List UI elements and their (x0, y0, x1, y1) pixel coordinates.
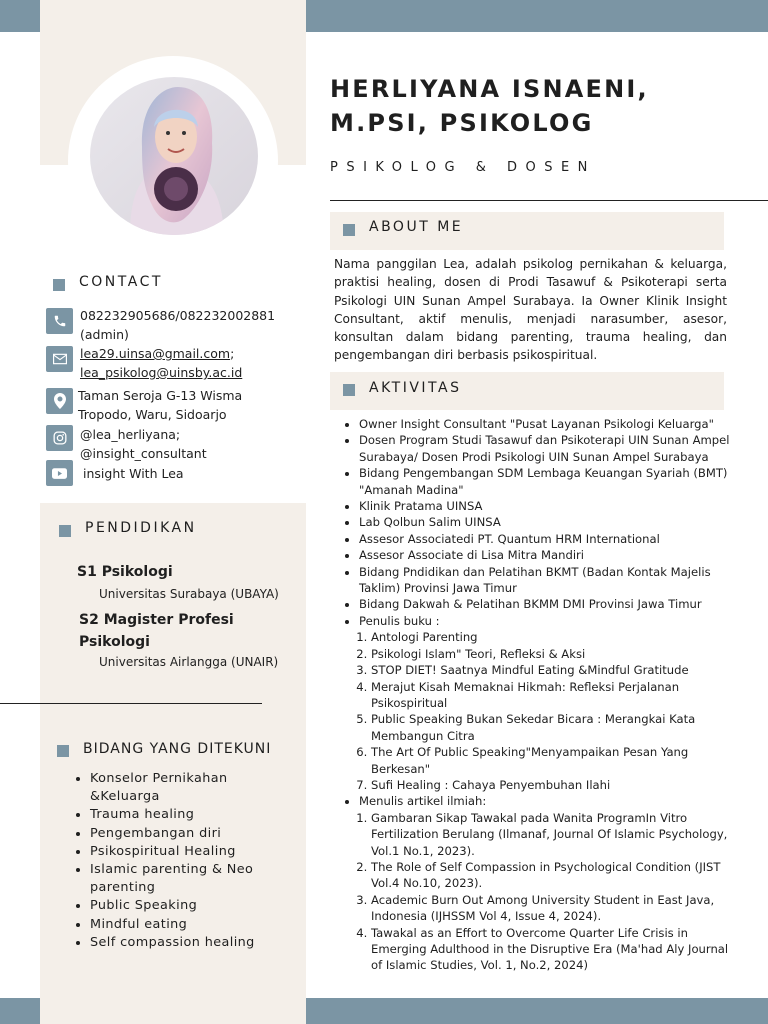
book-item: 7. Sufi Healing : Cahaya Penyembuhan Ilahi (371, 777, 730, 793)
list-item: • Bidang Pengembangan SDM Lembaga Keuangan Syariah (BMT) "Amanah Madina" (359, 465, 730, 498)
books-label: Penulis buku : (359, 613, 440, 628)
address-line-2: Tropodo, Waru, Sidoarjo (78, 407, 227, 422)
address-line-1: Taman Seroja G-13 Wisma (78, 388, 243, 403)
email-link-1[interactable]: lea29.uinsa@gmail.com (80, 346, 231, 361)
list-item: • Pengembangan diri (90, 825, 280, 843)
list-item: • Dosen Program Studi Tasawuf dan Psikoterapi UIN Sunan Ampel Surabaya/ Dosen Prodi Psikologi UIN Sunan Ampel Surabaya (359, 432, 730, 465)
book-item: 4. Merajut Kisah Memaknai Hikmah: Refleksi Perjalanan Psikospiritual (371, 679, 730, 712)
article-item: 1. Gambaran Sikap Tawakal pada Wanita ProgramIn Vitro Fertilization Berulang (Ilmanaf, Journal Of Islamic Psychology, Vol.1 No.1, 2023). (371, 810, 730, 859)
book-item: 2. Psikologi Islam" Teori, Refleksi & Aksi (371, 646, 730, 662)
contact-youtube[interactable]: insight With Lea (83, 466, 184, 481)
list-item: • Assesor Associatedi PT. Quantum HRM International (359, 531, 730, 547)
square-bullet-icon (59, 525, 71, 537)
activities-heading: AKTIVITAS (369, 380, 462, 396)
fields-list (60, 770, 280, 952)
email-link-2[interactable]: lea_psikolog@uinsby.ac.id (80, 365, 243, 380)
mail-icon (46, 346, 73, 372)
education-school-1: Universitas Surabaya (UBAYA) (99, 587, 279, 601)
list-item: • Public Speaking (90, 897, 280, 915)
profile-photo (90, 77, 258, 235)
list-item: • Bidang Dakwah & Pelatihan BKMM DMI Provinsi Jawa Timur (359, 596, 730, 612)
phone-numbers: 082232905686/082232002881 (80, 308, 276, 323)
list-item: • Mindful eating (90, 916, 280, 934)
education-divider (0, 703, 262, 704)
phone-note: (admin) (80, 327, 129, 342)
list-item: • Lab Qolbun Salim UINSA (359, 514, 730, 530)
square-bullet-icon (343, 384, 355, 396)
articles-label: Menulis artikel ilmiah: (359, 794, 487, 809)
list-item: • Klinik Pratama UINSA (359, 498, 730, 514)
book-item: 3. STOP DIET! Saatnya Mindful Eating &Mindful Gratitude (371, 662, 730, 678)
activities-list (330, 416, 730, 974)
location-pin-icon (46, 388, 73, 414)
top-accent-bar-right (306, 0, 768, 32)
square-bullet-icon (57, 745, 69, 757)
instagram-handle-2[interactable]: @insight_consultant (80, 446, 207, 461)
education-degree-2: S2 Magister Profesi Psikologi (79, 612, 234, 650)
youtube-icon (46, 460, 73, 486)
square-bullet-icon (343, 224, 355, 236)
contact-instagram (80, 425, 207, 463)
contact-email (80, 344, 242, 382)
book-item: 6. The Art Of Public Speaking"Menyampaikan Pesan Yang Berkesan" (371, 744, 730, 777)
phone-icon (46, 308, 73, 334)
book-item: 1. Antologi Parenting (371, 629, 730, 645)
contact-phone (80, 306, 275, 344)
list-item: • Konselor Pernikahan &Keluarga (90, 770, 280, 806)
education-school-2: Universitas Airlangga (UNAIR) (99, 655, 279, 669)
list-item: • Trauma healing (90, 806, 280, 824)
fields-heading: BIDANG YANG DITEKUNI (83, 741, 272, 757)
education-heading: PENDIDIKAN (85, 520, 197, 536)
education-degree-1: S1 Psikologi (77, 564, 173, 580)
about-text: Nama panggilan Lea, adalah psikolog pernikahan & keluarga, praktisi healing, dosen di Prodi Tasawuf & Psikoterapi serta Psikologi UIN Sunan Ampel Surabaya. Ia Owner Klinik Insight Consultant, aktif menulis, menjadi narasumber, asesor, konsultan dalam bidang parenting, trauma healing, dan pengembangan diri berbasis psikospiritual. (334, 257, 727, 363)
article-item: 2. The Role of Self Compassion in Psychological Condition (JIST Vol.4 No.10, 2023). (371, 859, 730, 892)
list-item: • Bidang Pndidikan dan Pelatihan BKMT (Badan Kontak Majelis Taklim) Provinsi Jawa Timur (359, 564, 730, 597)
article-item: 3. Academic Burn Out Among University Student in East Java, Indonesia (IJHSSM Vol 4, Issue 4, 2024). (371, 892, 730, 925)
list-item (359, 793, 730, 973)
list-item: • Owner Insight Consultant "Pusat Layanan Psikologi Keluarga" (359, 416, 730, 432)
instagram-handle-1[interactable]: @lea_herliyana; (80, 427, 181, 442)
list-item: • Assesor Associate di Lisa Mitra Mandiri (359, 547, 730, 563)
bottom-accent-bar-left (0, 998, 40, 1024)
article-item: 4. Tawakal as an Effort to Overcome Quarter Life Crisis in Emerging Adulthood in the Disruptive Era (Ma'had Aly Journal of Islamic Studies, Vol. 1, No.2, 2024) (371, 925, 730, 974)
bottom-accent-bar-right (306, 998, 768, 1024)
header-divider (330, 200, 768, 201)
about-heading: ABOUT ME (369, 219, 464, 235)
list-item: • Self compassion healing (90, 934, 280, 952)
contact-heading: CONTACT (79, 274, 163, 290)
instagram-icon (46, 425, 73, 451)
list-item: • Psikospiritual Healing (90, 843, 280, 861)
square-bullet-icon (53, 279, 65, 291)
email-separator: ; (230, 346, 235, 361)
person-name: HERLIYANA ISNAENI, M.PSI, PSIKOLOG (330, 75, 649, 137)
book-item: 5. Public Speaking Bukan Sekedar Bicara : Merangkai Kata Membangun Citra (371, 711, 730, 744)
top-accent-bar-left (0, 0, 40, 32)
job-subtitle: PSIKOLOG & DOSEN (330, 160, 596, 175)
list-item: • Islamic parenting & Neo parenting (90, 861, 280, 897)
contact-address (78, 386, 242, 424)
list-item (359, 613, 730, 793)
